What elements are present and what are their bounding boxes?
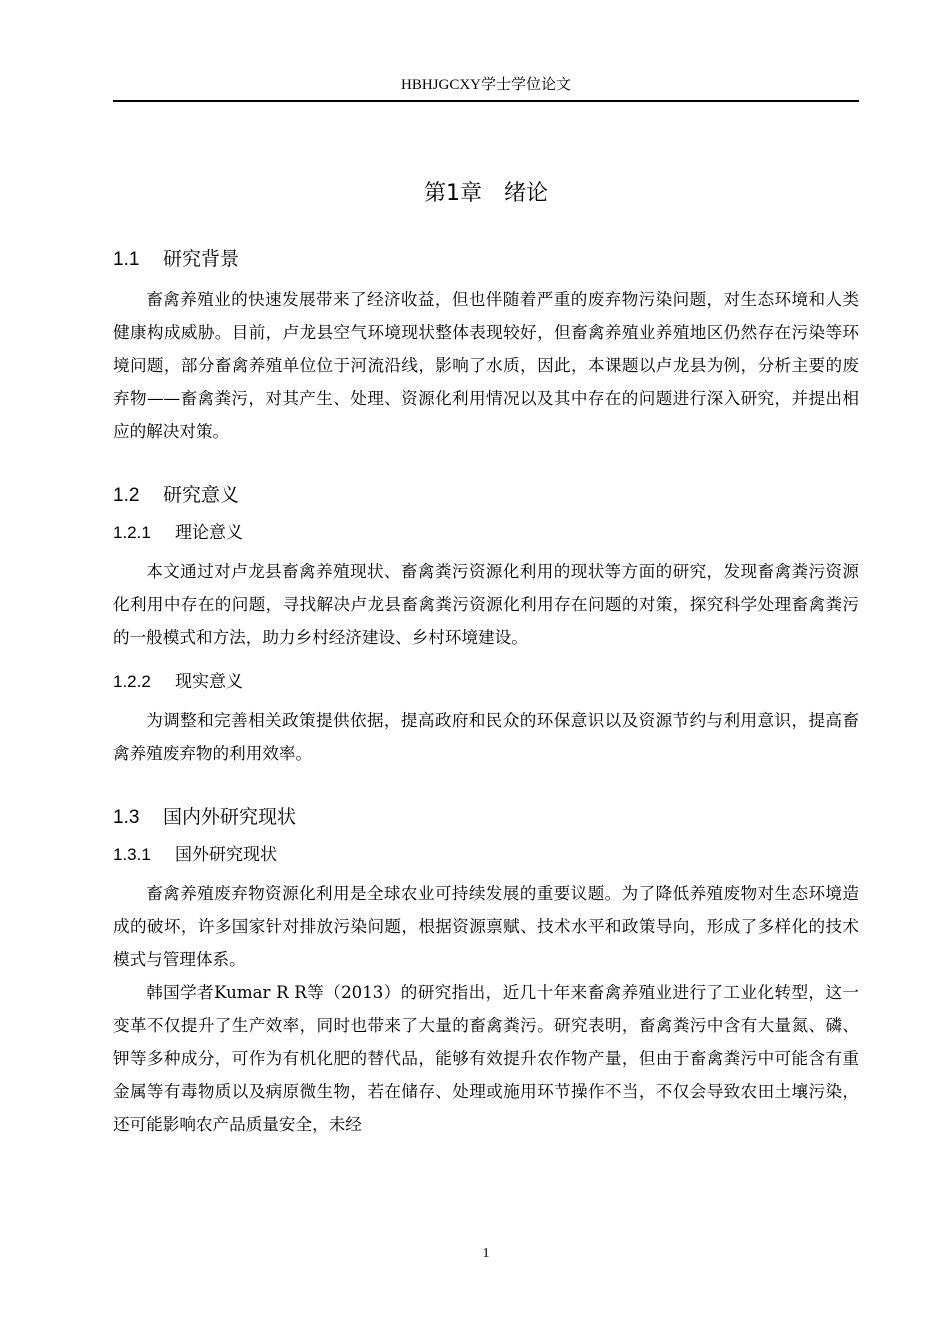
section-heading-1-3 [113,802,859,833]
subsection-heading-1-3-1 [113,841,859,869]
subsection-number: 1.3.1 [113,845,151,864]
section-number: 1.2 [113,485,140,506]
header-rule [113,100,859,102]
section-title: 研究背景 [163,248,240,270]
subsection-number: 1.2.1 [113,523,151,542]
page-number: 1 [482,1246,490,1261]
section-number: 1.3 [113,807,140,828]
chapter-title [113,178,859,210]
subsection-title: 理论意义 [175,523,243,543]
paragraph-foreign-research-2: 韩国学者Kumar R R等（2013）的研究指出，近几十年来畜禽养殖业进行了工业化转型，这一变革不仅提升了生产效率，同时也带来了大量的畜禽粪污。研究表明，畜禽粪污中含有大量氮、磷、钾等多种成分，可作为有机化肥的替代品，能够有效提升农作物产量，但由于畜禽粪污中可能含有重金属等有毒物质以及病原微生物，若在储存、处理或施用环节操作不当，不仅会导致农田土壤污染，还可能影响农产品质量安全，未经 [113,983,859,1134]
page-body [113,160,859,1141]
paragraph-practical-significance: 为调整和完善相关政策提供依据，提高政府和民众的环保意识以及资源节约与利用意识，提高畜禽养殖废弃物的利用效率。 [113,711,859,763]
section-number: 1.1 [113,249,140,270]
paragraph-background: 畜禽养殖业的快速发展带来了经济收益，但也伴随着严重的废弃物污染问题，对生态环境和人类健康构成威胁。目前，卢龙县空气环境现状整体表现较好，但畜禽养殖业养殖地区仍然存在污染等环境问题，部分畜禽养殖单位位于河流沿线，影响了水质，因此，本课题以卢龙县为例，分析主要的废弃物——畜禽粪污，对其产生、处理、资源化利用情况以及其中存在的问题进行深入研究，并提出相应的解决对策。 [113,290,859,441]
subsection-heading-1-2-2 [113,668,859,696]
paragraph-theoretical-significance: 本文通过对卢龙县畜禽养殖现状、畜禽粪污资源化利用的现状等方面的研究，发现畜禽粪污资源化利用中存在的问题，寻找解决卢龙县畜禽粪污资源化利用存在问题的对策，探究科学处理畜禽粪污的一般模式和方法，助力乡村经济建设、乡村环境建设。 [113,562,859,647]
section-title: 研究意义 [163,484,240,506]
chapter-name: 绪论 [503,181,548,206]
section-heading-1-1 [113,244,859,275]
subsection-number: 1.2.2 [113,672,151,691]
running-header: HBHJGCXY学士学位论文 [400,77,571,93]
subsection-title: 国外研究现状 [175,845,277,865]
subsection-heading-1-2-1 [113,519,859,547]
section-title: 国内外研究现状 [163,806,297,828]
paragraph-foreign-research-1: 畜禽养殖废弃物资源化利用是全球农业可持续发展的重要议题。为了降低养殖废物对生态环境造成的破坏，许多国家针对排放污染问题，根据资源禀赋、技术水平和政策导向，形成了多样化的技术模式与管理体系。 [113,884,859,969]
chapter-label: 第1章 [423,181,482,206]
subsection-title: 现实意义 [175,672,243,692]
section-heading-1-2 [113,480,859,511]
